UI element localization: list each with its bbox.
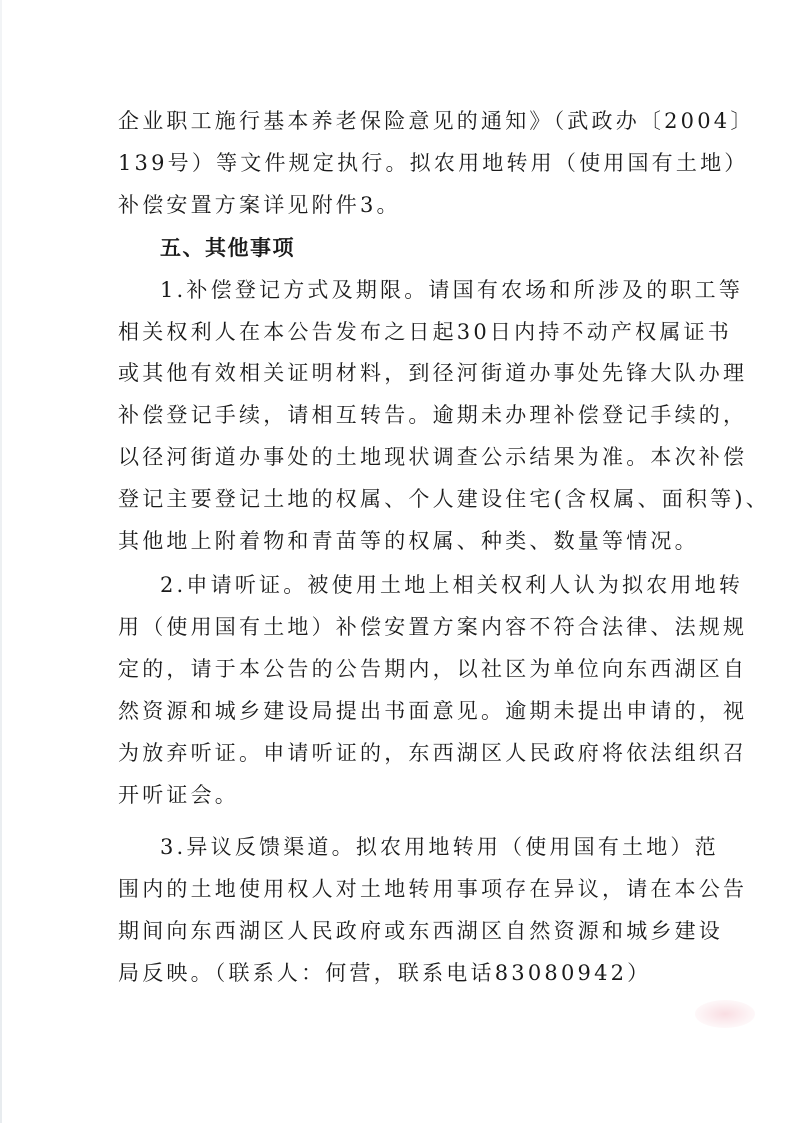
section-heading: 五、其他事项	[160, 236, 295, 260]
item1-line: 其他地上附着物和青苗等的权属、种类、数量等情况。	[118, 529, 699, 553]
item3-line: 局反映。（联系人：何营，联系电话83080942）	[118, 961, 652, 985]
item2-line: 为放弃听证。申请听证的，东西湖区人民政府将依法组织召	[118, 741, 748, 765]
item1-line: 登记主要登记土地的权属、个人建设住宅(含权属、面积等)、	[118, 487, 770, 511]
item3-line: 期间向东西湖区人民政府或东西湖区自然资源和城乡建设	[118, 919, 723, 943]
item2-line: 然资源和城乡建设局提出书面意见。逾期未提出申请的，视	[118, 699, 748, 723]
item1-line: 1.补偿登记方式及期限。请国有农场和所涉及的职工等	[160, 278, 744, 302]
paragraph-line: 补偿安置方案详见附件3。	[118, 193, 401, 217]
item1-line: 以径河街道办事处的土地现状调查公示结果为准。本次补偿	[118, 445, 748, 469]
seal-mark	[695, 1000, 755, 1028]
item2-line: 开听证会。	[118, 783, 239, 807]
paragraph-line: 139号）等文件规定执行。拟农用地转用（使用国有土地）	[118, 151, 749, 175]
item2-line: 定的，请于本公告的公告期内，以社区为单位向东西湖区自	[118, 657, 748, 681]
paragraph-line: 企业职工施行基本养老保险意见的通知》（武政办〔2004〕	[118, 109, 755, 133]
item3-line: 3.异议反馈渠道。拟农用地转用（使用国有土地）范	[160, 835, 719, 859]
item2-line: 用（使用国有土地）补偿安置方案内容不符合法律、法规规	[118, 615, 748, 639]
scan-edge	[0, 0, 2, 1123]
item1-line: 补偿登记手续，请相互转告。逾期未办理补偿登记手续的，	[118, 403, 748, 427]
item1-line: 相关权利人在本公告发布之日起30日内持不动产权属证书	[118, 320, 732, 344]
item3-line: 围内的土地使用权人对土地转用事项存在异议，请在本公告	[118, 877, 748, 901]
item1-line: 或其他有效相关证明材料，到径河街道办事处先锋大队办理	[118, 361, 748, 385]
item2-line: 2.申请听证。被使用土地上相关权利人认为拟农用地转	[160, 573, 744, 597]
